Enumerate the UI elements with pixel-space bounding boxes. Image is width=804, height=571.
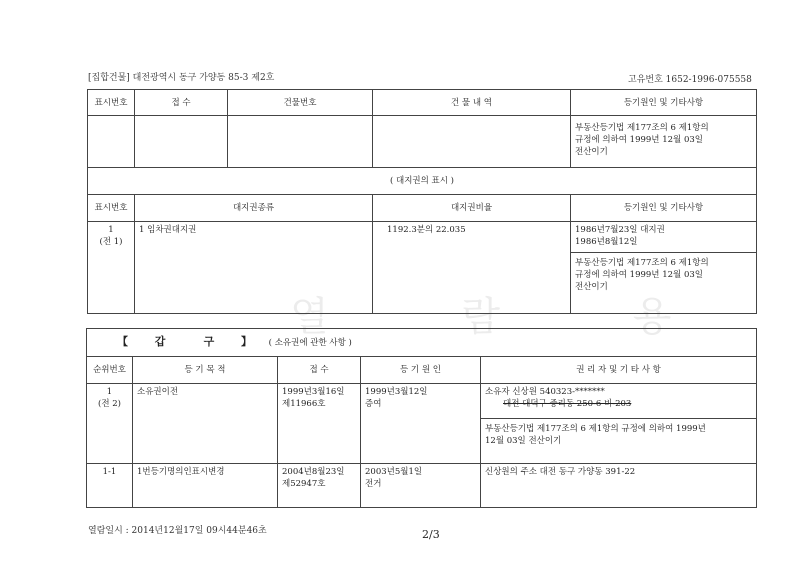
table-row xyxy=(88,222,757,314)
col-header-cause: 등 기 원 인 xyxy=(361,357,481,384)
purpose-cell: 1번등기명의인표시변경 xyxy=(133,464,278,508)
reception-cell: 2004년8월23일 제52947호 xyxy=(278,464,361,508)
viewed-datetime: 열람일시 : 2014년12월17일 09시44분46초 xyxy=(88,526,267,536)
land-right-section-title: ( 대지권의 표시 ) xyxy=(88,168,757,195)
land-right-section-row xyxy=(88,168,757,195)
land-right-ratio-cell: 1192.3분의 22.035 xyxy=(373,222,571,314)
col-header-reception: 접 수 xyxy=(278,357,361,384)
rank-number-cell: 1-1 xyxy=(87,464,133,508)
cause-cell: 2003년5월1일 전거 xyxy=(361,464,481,508)
col-header-display-no: 표시번호 xyxy=(88,90,135,116)
document-header-address: [집합건물] 대전광역시 동구 가양동 85-3 제2호 xyxy=(88,73,275,83)
col-header-cause-notes: 등기원인 및 기타사항 xyxy=(571,90,757,116)
table-row xyxy=(88,116,757,168)
rights-cell: 소유자 신상원 540323-******* 대전 대덕구 중리동 250-6 비-203 부동산등기법 제177조의 6 제1항의 규정에 의하여 1999년 12월 03일 전산이기 xyxy=(481,384,757,464)
table1-header-row xyxy=(88,90,757,116)
title-section-table xyxy=(87,89,757,314)
display-number-cell: 1 (전 1) xyxy=(88,222,135,314)
notes-cell: 1986년7월23일 대지권 1986년8월12일 부동산등기법 제177조의 6 제1항의 규정에 의하여 1999년 12월 03일 전산이기 xyxy=(571,222,757,314)
col-header-cause-notes-2: 등기원인 및 기타사항 xyxy=(571,195,757,222)
col-header-land-right-type: 대지권종류 xyxy=(135,195,373,222)
purpose-cell: 소유권이전 xyxy=(133,384,278,464)
watermark: 열 람 용 xyxy=(290,294,732,340)
reception-cell: 1999년3월16일 제11966호 xyxy=(278,384,361,464)
col-header-building-details: 건 물 내 역 xyxy=(373,90,571,116)
cause-cell: 1999년3월12일 증여 xyxy=(361,384,481,464)
table-row xyxy=(87,464,757,508)
table2-header-row xyxy=(87,357,757,384)
document-unique-number: 고유번호 1652-1996-075558 xyxy=(628,75,752,85)
col-header-land-right-ratio: 대지권비율 xyxy=(373,195,571,222)
page-number: 2/3 xyxy=(422,528,440,541)
table-row xyxy=(87,384,757,464)
col-header-rights-holder: 권 리 자 및 기 타 사 항 xyxy=(481,357,757,384)
notes-cell: 부동산등기법 제177조의 6 제1항의 규정에 의하여 1999년 12월 03일 전산이기 xyxy=(571,116,757,168)
col-header-purpose: 등 기 목 적 xyxy=(133,357,278,384)
table1-subheader-row xyxy=(88,195,757,222)
gap-section-table xyxy=(86,328,757,508)
col-header-building-no: 건물번호 xyxy=(228,90,373,116)
gap-section-title: 【 갑 구 】 ( 소유권에 관한 사항 ) xyxy=(87,329,757,357)
rights-cell: 신상원의 주소 대전 동구 가양동 391-22 xyxy=(481,464,757,508)
land-right-type-cell: 1 임차권대지권 xyxy=(135,222,373,314)
col-header-rank-no: 순위번호 xyxy=(87,357,133,384)
col-header-reception: 접 수 xyxy=(135,90,228,116)
gap-section-title-row xyxy=(87,329,757,357)
col-header-display-no-2: 표시번호 xyxy=(88,195,135,222)
rank-number-cell: 1 (전 2) xyxy=(87,384,133,464)
